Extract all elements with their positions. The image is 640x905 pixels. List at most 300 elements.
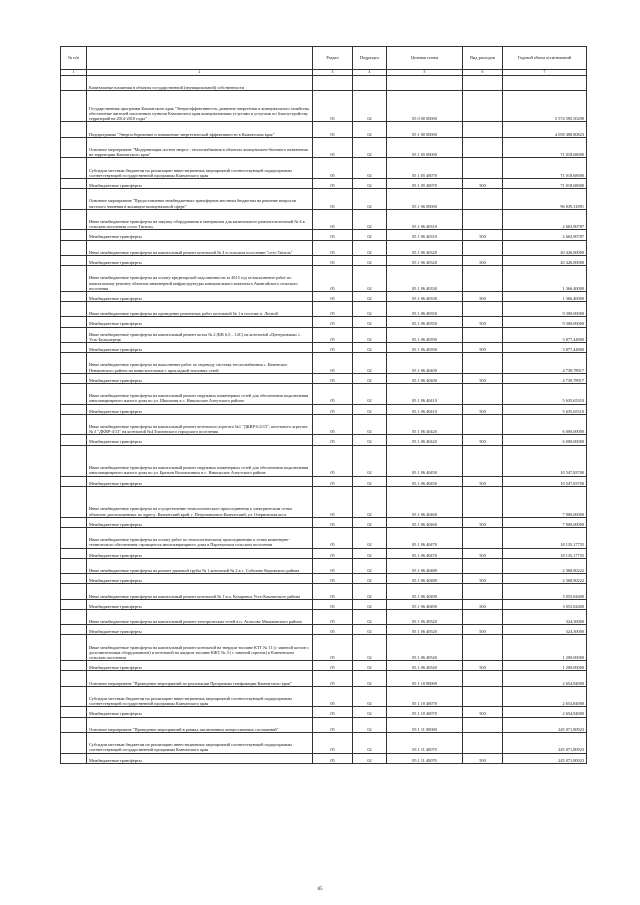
table-row <box>61 574 587 584</box>
row-num-cell <box>61 717 87 732</box>
row-podrazdel-cell: 02 <box>353 635 387 661</box>
row-kcsr-cell: 05 1 06 40310 <box>387 209 463 230</box>
row-sum-cell: 2 654,84000 <box>503 686 587 707</box>
row-name-cell: Межбюджетные трансферты <box>87 599 313 609</box>
table-row <box>61 686 587 707</box>
row-razdel-cell: 05 <box>313 486 353 517</box>
row-vr-cell <box>463 302 503 317</box>
row-num-cell <box>61 574 87 584</box>
row-num-cell <box>61 686 87 707</box>
row-num-cell <box>61 707 87 717</box>
row-vr-cell: 500 <box>463 517 503 527</box>
row-vr-cell <box>463 122 503 137</box>
row-podrazdel-cell: 02 <box>353 486 387 517</box>
row-name-cell: Основное мероприятие "Модернизация систем энерго-, теплоснабжения в объектах коммунально-бытового назначения на территории Камчатского края" <box>87 137 313 158</box>
row-kcsr-cell: 05 1 06 40450 <box>387 476 463 486</box>
row-num-cell <box>61 558 87 573</box>
row-name-cell: Межбюджетные трансферты <box>87 661 313 671</box>
row-podrazdel-cell: 02 <box>353 178 387 188</box>
row-razdel-cell: 05 <box>313 158 353 179</box>
row-razdel-cell: 05 <box>313 291 353 301</box>
row-podrazdel-cell: 02 <box>353 753 387 763</box>
row-vr-cell <box>463 240 503 255</box>
row-name-cell: Межбюджетные трансферты <box>87 435 313 445</box>
row-kcsr-cell: 05 1 06 40520 <box>387 609 463 624</box>
row-kcsr-cell: 05 1 06 40410 <box>387 384 463 405</box>
row-num-cell <box>61 625 87 635</box>
row-vr-cell: 500 <box>463 343 503 353</box>
row-name-cell: Иные межбюджетные трансферты на капитальный ремонт электрических сетей в п. Атласово Мильковского района <box>87 609 313 624</box>
row-podrazdel-cell: 02 <box>353 558 387 573</box>
row-name-cell: Иные межбюджетные трансферты на капитальный ремонт котельной на твердом топливе КТТ № 11 (с заменой котлов с дополнительным оборудованием) и котельной на жидком топливе КЖТ № 3 ( с заменой горелок) в Ключевском сельском поселении <box>87 635 313 661</box>
row-num-cell <box>61 255 87 265</box>
row-razdel-cell: 05 <box>313 384 353 405</box>
col-number: 2 <box>87 70 313 76</box>
row-sum-cell: 18 135,17755 <box>503 548 587 558</box>
row-podrazdel-cell: 02 <box>353 707 387 717</box>
row-podrazdel-cell <box>353 76 387 91</box>
row-kcsr-cell: 05 1 06 40480 <box>387 558 463 573</box>
row-num-cell <box>61 548 87 558</box>
row-podrazdel-cell: 02 <box>353 327 387 342</box>
row-podrazdel-cell: 02 <box>353 291 387 301</box>
row-vr-cell <box>463 584 503 599</box>
row-kcsr-cell: 05 1 06 40400 <box>387 353 463 374</box>
row-podrazdel-cell: 02 <box>353 266 387 292</box>
row-num-cell <box>61 414 87 435</box>
table-row <box>61 414 587 435</box>
row-sum-cell: 9 300,00000 <box>503 317 587 327</box>
row-sum-cell: 245 071,80923 <box>503 733 587 754</box>
row-podrazdel-cell: 02 <box>353 574 387 584</box>
row-name-cell: Межбюджетные трансферты <box>87 291 313 301</box>
table-row <box>61 209 587 230</box>
row-num-cell <box>61 384 87 405</box>
row-kcsr-cell: 05 1 06 40390 <box>387 343 463 353</box>
row-sum-cell: 4 739,78917 <box>503 373 587 383</box>
row-num-cell <box>61 137 87 158</box>
row-num-cell <box>61 517 87 527</box>
row-name-cell: Межбюджетные трансферты <box>87 373 313 383</box>
row-sum-cell: 245 071,80923 <box>503 753 587 763</box>
row-num-cell <box>61 209 87 230</box>
row-sum-cell: 5 635,65310 <box>503 404 587 414</box>
row-razdel-cell: 05 <box>313 707 353 717</box>
row-name-cell: Иные межбюджетные трансферты на капитальный ремонт наружных инженерных сетей для обеспечения подключения многоквартирного жилого дома по ул. Школьная в с. Никольское Алеутского района <box>87 384 313 405</box>
table-row <box>61 302 587 317</box>
row-num-cell <box>61 317 87 327</box>
row-vr-cell: 500 <box>463 178 503 188</box>
row-name-cell: Субсидии местным бюджетам на реализацию инвестиционных мероприятий соответствующей подпрограммы соответствующей государственной программы Камчатского края <box>87 733 313 754</box>
row-name-cell: Иные межбюджетные трансферты на осуществление технологического присоединения к электрическим сетям объектов, расположенных по адресу: Камчатский край, г. Петропавловск-Камчатский, ул. Озерновская коса <box>87 486 313 517</box>
row-podrazdel-cell: 02 <box>353 661 387 671</box>
row-num-cell <box>61 178 87 188</box>
row-kcsr-cell: 05 1 05 40070 <box>387 158 463 179</box>
row-podrazdel-cell: 02 <box>353 189 387 210</box>
row-kcsr-cell <box>387 76 463 91</box>
row-kcsr-cell: 05 1 11 40070 <box>387 753 463 763</box>
row-kcsr-cell: 05 1 06 40470 <box>387 548 463 558</box>
row-num-cell <box>61 435 87 445</box>
row-razdel-cell: 05 <box>313 137 353 158</box>
row-vr-cell: 500 <box>463 661 503 671</box>
row-sum-cell: 71 018,68000 <box>503 137 587 158</box>
row-sum-cell <box>503 76 587 91</box>
row-num-cell <box>61 733 87 754</box>
row-podrazdel-cell: 02 <box>353 353 387 374</box>
row-kcsr-cell: 05 1 06 40350 <box>387 302 463 317</box>
row-sum-cell: 3 877,44800 <box>503 327 587 342</box>
row-podrazdel-cell: 02 <box>353 599 387 609</box>
row-num-cell <box>61 291 87 301</box>
row-razdel-cell: 05 <box>313 548 353 558</box>
table-row <box>61 527 587 548</box>
row-name-cell: Межбюджетные трансферты <box>87 707 313 717</box>
row-name-cell: Межбюджетные трансферты <box>87 343 313 353</box>
header-row <box>61 47 587 70</box>
row-razdel-cell: 05 <box>313 122 353 137</box>
table-row <box>61 476 587 486</box>
row-podrazdel-cell: 02 <box>353 373 387 383</box>
table-row <box>61 486 587 517</box>
row-razdel-cell: 05 <box>313 343 353 353</box>
row-name-cell: Межбюджетные трансферты <box>87 317 313 327</box>
row-vr-cell: 500 <box>463 291 503 301</box>
row-razdel-cell: 05 <box>313 609 353 624</box>
row-vr-cell <box>463 384 503 405</box>
row-num-cell <box>61 486 87 517</box>
row-podrazdel-cell: 02 <box>353 122 387 137</box>
row-num-cell <box>61 373 87 383</box>
row-podrazdel-cell: 02 <box>353 384 387 405</box>
row-razdel-cell: 05 <box>313 353 353 374</box>
row-vr-cell <box>463 445 503 476</box>
row-razdel-cell: 05 <box>313 230 353 240</box>
row-kcsr-cell: 05 1 06 40320 <box>387 240 463 255</box>
table-row <box>61 404 587 414</box>
row-kcsr-cell: 05 1 06 40390 <box>387 327 463 342</box>
row-sum-cell: 2 654,84000 <box>503 707 587 717</box>
row-num-cell <box>61 230 87 240</box>
row-name-cell: Иные межбюджетные трансферты на капитальный ремонт котла № 2 (КВ 6,5 – 14С) на котельной «Центральная» с. Усть-Большерецк <box>87 327 313 342</box>
row-name-cell: Иные межбюджетные трансферты на оплату кредиторской задолженности за 2015 год за выполнение работ по капитальному ремонту объектов инженерной инфраструктуры коммунального комплекса Анавгайского сельского поселения <box>87 266 313 292</box>
row-podrazdel-cell: 02 <box>353 609 387 624</box>
table-row <box>61 240 587 255</box>
row-sum-cell: 5 635,65310 <box>503 384 587 405</box>
row-vr-cell: 500 <box>463 625 503 635</box>
row-vr-cell: 500 <box>463 317 503 327</box>
row-podrazdel-cell: 02 <box>353 91 387 122</box>
row-num-cell <box>61 122 87 137</box>
row-razdel-cell: 05 <box>313 753 353 763</box>
row-num-cell <box>61 445 87 476</box>
row-razdel-cell: 05 <box>313 717 353 732</box>
table-row <box>61 384 587 405</box>
table-row <box>61 178 587 188</box>
row-razdel-cell: 05 <box>313 686 353 707</box>
row-razdel-cell: 05 <box>313 625 353 635</box>
row-podrazdel-cell: 02 <box>353 404 387 414</box>
row-kcsr-cell: 05 1 06 40540 <box>387 661 463 671</box>
row-sum-cell: 2 654,84000 <box>503 671 587 686</box>
row-podrazdel-cell: 02 <box>353 686 387 707</box>
row-vr-cell: 500 <box>463 255 503 265</box>
row-razdel-cell: 05 <box>313 476 353 486</box>
row-vr-cell <box>463 266 503 292</box>
row-name-cell: Иные межбюджетные трансферты на оплату работ по технологическому присоединению к сетям инженерно-технического обеспечения строящегося многоквартирного дома в Паратунском сельском поселении <box>87 527 313 548</box>
row-kcsr-cell: 05 1 05 40070 <box>387 178 463 188</box>
row-vr-cell: 500 <box>463 599 503 609</box>
table-row <box>61 189 587 210</box>
row-name-cell: Основное мероприятие "Проведение мероприятий в рамках заключенных концессионных соглашений" <box>87 717 313 732</box>
row-num-cell <box>61 189 87 210</box>
table-row <box>61 445 587 476</box>
row-vr-cell <box>463 189 503 210</box>
table-row <box>61 373 587 383</box>
row-num-cell <box>61 753 87 763</box>
table-row <box>61 707 587 717</box>
row-razdel-cell: 05 <box>313 302 353 317</box>
row-sum-cell: 1 366,40000 <box>503 266 587 292</box>
row-razdel-cell: 05 <box>313 635 353 661</box>
row-podrazdel-cell: 02 <box>353 717 387 732</box>
row-vr-cell: 500 <box>463 230 503 240</box>
row-vr-cell <box>463 671 503 686</box>
row-sum-cell: 20 426,00000 <box>503 240 587 255</box>
row-vr-cell: 500 <box>463 548 503 558</box>
row-sum-cell: 2 368,90222 <box>503 574 587 584</box>
col-header-razdel: Раздел <box>313 47 353 70</box>
budget-table-sheet <box>60 46 586 764</box>
row-podrazdel-cell: 02 <box>353 625 387 635</box>
row-sum-cell: 9 300,00000 <box>503 302 587 317</box>
row-razdel-cell: 05 <box>313 178 353 188</box>
row-kcsr-cell: 05 1 06 40330 <box>387 291 463 301</box>
table-row <box>61 317 587 327</box>
row-num-cell <box>61 266 87 292</box>
row-num-cell <box>61 671 87 686</box>
row-vr-cell <box>463 414 503 435</box>
row-sum-cell: 1 200,00000 <box>503 661 587 671</box>
row-name-cell: Межбюджетные трансферты <box>87 230 313 240</box>
col-number: 4 <box>353 70 387 76</box>
row-sum-cell: 1 366,40000 <box>503 291 587 301</box>
row-sum-cell: 2 368,90222 <box>503 558 587 573</box>
table-row <box>61 158 587 179</box>
row-num-cell <box>61 158 87 179</box>
row-sum-cell: 7 000,00000 <box>503 486 587 517</box>
row-vr-cell <box>463 209 503 230</box>
row-vr-cell <box>463 558 503 573</box>
row-sum-cell: 6 000,00000 <box>503 435 587 445</box>
row-razdel-cell: 05 <box>313 209 353 230</box>
row-podrazdel-cell: 02 <box>353 414 387 435</box>
row-vr-cell <box>463 158 503 179</box>
table-row <box>61 753 587 763</box>
row-podrazdel-cell: 02 <box>353 137 387 158</box>
row-num-cell <box>61 527 87 548</box>
row-num-cell <box>61 404 87 414</box>
row-sum-cell: 3 053,84400 <box>503 599 587 609</box>
row-name-cell: Иные межбюджетные трансферты на ремонт дымовой трубы № 1 котельной № 2 в с. Соболево Кировского района <box>87 558 313 573</box>
table-row <box>61 291 587 301</box>
table-row <box>61 717 587 732</box>
row-name-cell: Капитальные вложения в объекты государственной (муниципальной) собственности <box>87 76 313 91</box>
table-row <box>61 76 587 91</box>
row-num-cell <box>61 635 87 661</box>
row-name-cell: Межбюджетные трансферты <box>87 625 313 635</box>
row-num-cell <box>61 302 87 317</box>
col-header-vr: Вид расходов <box>463 47 503 70</box>
row-razdel-cell: 05 <box>313 240 353 255</box>
row-name-cell: Межбюджетные трансферты <box>87 548 313 558</box>
col-number: 6 <box>463 70 503 76</box>
row-sum-cell: 2 663,90787 <box>503 230 587 240</box>
table-row <box>61 661 587 671</box>
row-razdel-cell: 05 <box>313 671 353 686</box>
col-header-kcsr: Целевая статья <box>387 47 463 70</box>
table-body <box>61 76 587 764</box>
row-sum-cell: 20 426,00000 <box>503 255 587 265</box>
row-num-cell <box>61 327 87 342</box>
row-kcsr-cell: 05 1 06 40330 <box>387 266 463 292</box>
row-kcsr-cell: 05 1 06 40310 <box>387 230 463 240</box>
table-row <box>61 343 587 353</box>
row-sum-cell: 324,30000 <box>503 625 587 635</box>
row-name-cell: Иные межбюджетные трансферты на проведение ремонтных работ котельной № 1 в поселке п. Лесной <box>87 302 313 317</box>
row-vr-cell <box>463 76 503 91</box>
table-row <box>61 91 587 122</box>
row-sum-cell: 4 058 488,80823 <box>503 122 587 137</box>
row-podrazdel-cell: 02 <box>353 255 387 265</box>
row-podrazdel-cell: 02 <box>353 240 387 255</box>
row-kcsr-cell: 05 1 06 40350 <box>387 317 463 327</box>
row-kcsr-cell: 05 1 06 40450 <box>387 445 463 476</box>
row-kcsr-cell: 05 1 11 40070 <box>387 733 463 754</box>
row-podrazdel-cell: 02 <box>353 548 387 558</box>
page-number: 85 <box>317 887 323 892</box>
row-razdel-cell: 05 <box>313 373 353 383</box>
row-podrazdel-cell: 02 <box>353 584 387 599</box>
row-vr-cell <box>463 527 503 548</box>
col-number: 1 <box>61 70 87 76</box>
row-sum-cell: 1 200,00000 <box>503 635 587 661</box>
row-name-cell: Иные межбюджетные трансферты на капитальный ремонт котельной № 1 в п. Козыревск Усть-Камчатского района <box>87 584 313 599</box>
table-row <box>61 625 587 635</box>
row-kcsr-cell: 05 1 06 40480 <box>387 574 463 584</box>
row-vr-cell <box>463 327 503 342</box>
table-row <box>61 548 587 558</box>
row-kcsr-cell: 05 1 06 40420 <box>387 414 463 435</box>
row-razdel-cell: 05 <box>313 584 353 599</box>
table-row <box>61 266 587 292</box>
col-header-podrazdel: Подраздел <box>353 47 387 70</box>
row-podrazdel-cell: 02 <box>353 302 387 317</box>
row-podrazdel-cell: 02 <box>353 517 387 527</box>
table-row <box>61 635 587 661</box>
row-razdel-cell: 05 <box>313 574 353 584</box>
row-vr-cell: 500 <box>463 574 503 584</box>
row-razdel-cell: 05 <box>313 599 353 609</box>
row-kcsr-cell: 05 1 06 00000 <box>387 189 463 210</box>
table-row <box>61 671 587 686</box>
table-row <box>61 599 587 609</box>
row-sum-cell: 18 135,17755 <box>503 527 587 548</box>
row-name-cell: Иные межбюджетные трансферты на выполнение работ по переводу системы теплоснабжения с. Каменское Пенжинского района на мини-котельные с прокладкой тепловых сетей <box>87 353 313 374</box>
col-header-num: № п/п <box>61 47 87 70</box>
row-razdel-cell: 05 <box>313 317 353 327</box>
row-sum-cell: 2 663,90787 <box>503 209 587 230</box>
row-kcsr-cell: 05 1 00 00000 <box>387 122 463 137</box>
row-vr-cell: 500 <box>463 435 503 445</box>
row-name-cell: Субсидии местным бюджетам на реализацию инвестиционных мероприятий соответствующей подпрограммы соответствующей государственной программы Камчатского края <box>87 686 313 707</box>
row-name-cell: Межбюджетные трансферты <box>87 404 313 414</box>
row-podrazdel-cell: 02 <box>353 209 387 230</box>
row-razdel-cell: 05 <box>313 517 353 527</box>
row-name-cell: Межбюджетные трансферты <box>87 178 313 188</box>
row-kcsr-cell: 05 0 00 00000 <box>387 91 463 122</box>
row-num-cell <box>61 91 87 122</box>
row-podrazdel-cell: 02 <box>353 158 387 179</box>
row-podrazdel-cell: 02 <box>353 671 387 686</box>
table-row <box>61 584 587 599</box>
row-podrazdel-cell: 02 <box>353 733 387 754</box>
row-name-cell: Иные межбюджетные трансферты на капитальный ремонт котельного агрегата №1 "ДКВР-6,5/13", котельного агрегата № 3 "ДКВР-4/13" на котельной №4 Елизовского городского поселения <box>87 414 313 435</box>
row-razdel-cell: 05 <box>313 527 353 548</box>
row-kcsr-cell: 05 1 06 40490 <box>387 599 463 609</box>
row-name-cell: Межбюджетные трансферты <box>87 476 313 486</box>
row-name-cell: Иные межбюджетные трансферты на капитальный ремонт котельной № 4 в сельском поселении "село Тигиль" <box>87 240 313 255</box>
table-row <box>61 609 587 624</box>
row-razdel-cell: 05 <box>313 558 353 573</box>
row-kcsr-cell: 05 1 06 40470 <box>387 527 463 548</box>
row-podrazdel-cell: 02 <box>353 527 387 548</box>
row-vr-cell <box>463 717 503 732</box>
row-kcsr-cell: 05 1 06 40320 <box>387 255 463 265</box>
row-sum-cell: 96 839,31891 <box>503 189 587 210</box>
row-vr-cell <box>463 486 503 517</box>
row-vr-cell: 500 <box>463 476 503 486</box>
row-razdel-cell: 05 <box>313 91 353 122</box>
row-sum-cell: 4 739,78917 <box>503 353 587 374</box>
row-vr-cell: 500 <box>463 373 503 383</box>
row-num-cell <box>61 240 87 255</box>
row-sum-cell: 6 000,00000 <box>503 414 587 435</box>
row-vr-cell <box>463 353 503 374</box>
row-podrazdel-cell: 02 <box>353 445 387 476</box>
row-vr-cell: 500 <box>463 753 503 763</box>
row-razdel-cell <box>313 76 353 91</box>
row-kcsr-cell: 05 1 05 00000 <box>387 137 463 158</box>
table-row <box>61 558 587 573</box>
row-name-cell: Подпрограмма "Энергосбережение и повышение энергетической эффективности в Камчатском крае" <box>87 122 313 137</box>
row-razdel-cell: 05 <box>313 404 353 414</box>
col-header-name <box>87 47 313 70</box>
row-num-cell <box>61 343 87 353</box>
row-vr-cell: 500 <box>463 404 503 414</box>
row-kcsr-cell: 05 1 10 40070 <box>387 707 463 717</box>
col-number: 7 <box>503 70 587 76</box>
row-name-cell: Государственная программа Камчатского края "Энергоэффективность, развитие энергетики и коммунального хозяйства, обеспечение жителей населенных пунктов Камчатского края коммунальными услугами и услугами по благоустройству территорий на 2014-2018 годы" <box>87 91 313 122</box>
row-kcsr-cell: 05 1 06 40520 <box>387 625 463 635</box>
table-row <box>61 230 587 240</box>
row-name-cell: Межбюджетные трансферты <box>87 753 313 763</box>
col-header-sum: Годовой объем ассигнований <box>503 47 587 70</box>
col-number: 5 <box>387 70 463 76</box>
col-number: 3 <box>313 70 353 76</box>
row-sum-cell: 71 018,68000 <box>503 178 587 188</box>
row-kcsr-cell: 05 1 06 40490 <box>387 584 463 599</box>
